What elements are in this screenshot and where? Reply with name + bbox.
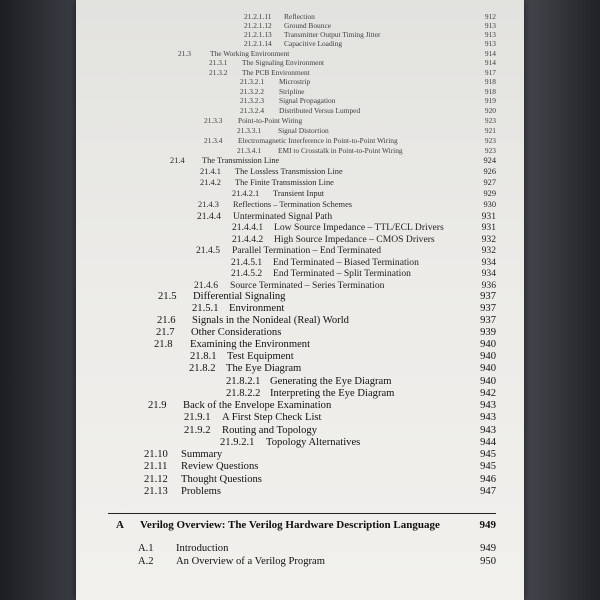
toc-entry-title: End Terminated – Biased Termination	[273, 257, 419, 268]
toc-entry-page: 945	[480, 449, 496, 460]
toc-entry-title: Signal Propagation	[279, 96, 336, 105]
toc-entry-title: End Terminated – Split Termination	[273, 268, 411, 279]
toc-entry-title: The Finite Transmission Line	[235, 178, 334, 187]
toc-entry	[76, 327, 524, 339]
toc-entry-page: 943	[480, 412, 496, 423]
toc-entry-title: Examining the Environment	[190, 339, 311, 350]
toc-entry-number: 21.10	[144, 449, 168, 460]
toc-entry-title: Low Source Impedance – TTL/ECL Drivers	[274, 222, 444, 233]
toc-entry-number: 21.12	[144, 474, 168, 485]
toc-entry-number: 21.3	[178, 49, 191, 58]
toc-entry	[76, 339, 524, 351]
book-page	[76, 0, 524, 600]
toc-entry-page: 944	[480, 437, 496, 448]
toc-entry-title: Distributed Versus Lumped	[279, 106, 361, 115]
appendix-heading	[76, 519, 524, 533]
toc-entry-title: High Source Impedance – CMOS Drivers	[274, 234, 435, 245]
toc-entry	[76, 222, 524, 234]
toc-entry-number: A.1	[138, 543, 154, 554]
toc-entry-number: A.2	[138, 556, 154, 567]
toc-entry-title: Signal Distortion	[278, 126, 329, 135]
toc-entry-page: 939	[480, 327, 496, 338]
toc-entry-number: 21.5	[158, 291, 177, 302]
toc-entry-title: The Lossless Transmission Line	[235, 167, 343, 176]
toc-entry-page: 947	[480, 486, 496, 497]
toc-entry-number: 21.3.2	[209, 68, 228, 77]
toc-entry-title: Stripline	[279, 87, 305, 96]
appendix-divider	[108, 513, 496, 514]
toc-entry	[76, 303, 524, 315]
toc-entry	[76, 315, 524, 327]
toc-entry-number: 21.3.3.1	[237, 126, 262, 135]
toc-entry-number: 21.3.2.2	[240, 87, 265, 96]
toc-entry-number: 21.7	[156, 327, 175, 338]
toc-entry-number: 21.6	[157, 315, 176, 326]
toc-entry-page: 914	[484, 58, 496, 67]
toc-entry-page: 918	[484, 87, 496, 96]
toc-entry-title: Introduction	[176, 543, 229, 554]
toc-entry	[76, 449, 524, 461]
toc-entry-page: 913	[484, 39, 496, 48]
toc-entry-page: 927	[483, 178, 496, 187]
toc-entry-title: Electromagnetic Interference in Point-to-Point Wiring	[238, 136, 398, 145]
toc-entry-number: 21.3.2.1	[240, 77, 265, 86]
toc-entry-title: Environment	[229, 303, 285, 314]
toc-entry-page: 913	[484, 21, 496, 30]
toc-entry-number: 21.9	[148, 400, 167, 411]
toc-entry-page: 940	[480, 363, 496, 374]
toc-entry	[76, 388, 524, 400]
toc-entry-number: 21.3.3	[204, 116, 223, 125]
toc-entry-page: 934	[481, 268, 496, 279]
toc-entry-number: 21.8.2.2	[226, 388, 261, 399]
toc-entry	[76, 543, 524, 555]
toc-entry-title: An Overview of a Verilog Program	[176, 556, 325, 567]
toc-entry	[76, 363, 524, 375]
toc-entry-title: A First Step Check List	[222, 412, 322, 423]
toc-entry-number: 21.8.1	[190, 351, 217, 362]
toc-entry-page: 936	[481, 280, 496, 291]
background-left	[0, 0, 76, 600]
toc-entry-title: Differential Signaling	[193, 291, 286, 302]
toc-entry-number: 21.4	[170, 156, 185, 165]
background-right	[524, 0, 600, 600]
toc-entry-number: 21.2.1.11	[244, 12, 272, 21]
toc-entry-number: 21.4.4.1	[232, 222, 264, 233]
toc-entry-number: 21.9.2.1	[220, 437, 255, 448]
toc-entry-title: Ground Bounce	[284, 21, 332, 30]
toc-entry	[76, 291, 524, 303]
toc-entry-number: 21.4.3	[198, 200, 219, 209]
toc-entry-page: 949	[480, 543, 496, 554]
toc-entry-page: 912	[484, 12, 496, 21]
toc-entry-number: 21.3.1	[209, 58, 228, 67]
toc-entry-page: 940	[480, 376, 496, 387]
toc-entry-number: 21.4.5	[196, 245, 220, 256]
toc-entry-title: Unterminated Signal Path	[233, 211, 333, 222]
toc-entry-page: 943	[480, 400, 496, 411]
toc-entry-number: 21.4.4.2	[232, 234, 264, 245]
toc-entry-page: 942	[480, 388, 496, 399]
toc-entry-title: Thought Questions	[181, 474, 262, 485]
toc-entry-number: 21.4.1	[200, 167, 221, 176]
toc-entry-title: Problems	[181, 486, 222, 497]
toc-entry-number: 21.2.1.12	[244, 21, 272, 30]
toc-entry-number: 21.3.2.3	[240, 96, 265, 105]
toc-entry-page: 919	[484, 96, 496, 105]
toc-entry	[76, 556, 524, 568]
toc-entry-page: 929	[483, 189, 496, 198]
toc-entry	[76, 268, 524, 280]
toc-entry-page: 914	[484, 49, 496, 58]
toc-entry-title: Capacitive Loading	[284, 39, 343, 48]
toc-entry	[76, 486, 524, 498]
toc-entry-title: Source Terminated – Series Termination	[230, 280, 385, 291]
toc-entry-title: Microstrip	[279, 77, 311, 86]
toc-entry-number: 21.4.4	[197, 211, 221, 222]
toc-entry-title: The Signaling Environment	[242, 58, 325, 67]
toc-entry-page: 931	[481, 222, 496, 233]
toc-entry-title: Test Equipment	[227, 351, 294, 362]
toc-entry-title: Transient Input	[273, 189, 325, 198]
toc-entry-number: 21.4.5.2	[231, 268, 263, 279]
toc-entry-number: 21.4.6	[194, 280, 218, 291]
toc-entry-number: 21.8	[154, 339, 173, 350]
toc-entry	[76, 351, 524, 363]
toc-entry-title: Summary	[181, 449, 223, 460]
toc-entry	[76, 461, 524, 473]
toc-entry-number: 21.4.5.1	[231, 257, 263, 268]
toc-entry-title: The PCB Environment	[242, 68, 310, 77]
toc-entry-page: 918	[484, 77, 496, 86]
toc-entry-number: 21.8.2.1	[226, 376, 261, 387]
toc-entry-title: The Eye Diagram	[226, 363, 302, 374]
appendix-title: Verilog Overview: The Verilog Hardware Description Language	[140, 519, 440, 531]
toc-entry-page: 931	[481, 211, 496, 222]
toc-entry-number: 21.4.2	[200, 178, 221, 187]
toc-entry-number: 21.9.2	[184, 425, 211, 436]
toc-entry-page: 923	[484, 146, 496, 155]
toc-entry-page: 940	[480, 351, 496, 362]
toc-entry-number: 21.3.4.1	[237, 146, 262, 155]
toc-entry-title: The Working Environment	[210, 49, 290, 58]
toc-entry-page: 934	[481, 257, 496, 268]
toc-entry	[76, 412, 524, 424]
toc-entry-title: Transmitter Output Timing Jitter	[284, 30, 381, 39]
toc-entry-page: 920	[484, 106, 496, 115]
toc-entry-page: 943	[480, 425, 496, 436]
toc-entry-title: Point-to-Point Wiring	[238, 116, 303, 125]
toc-entry-title: The Transmission Line	[202, 156, 280, 165]
toc-entry-page: 913	[484, 30, 496, 39]
appendix-letter: A	[116, 519, 124, 531]
toc-entry-number: 21.2.1.13	[244, 30, 272, 39]
toc-entry-page: 950	[480, 556, 496, 567]
toc-entry-page: 937	[480, 315, 496, 326]
toc-entry-number: 21.11	[144, 461, 168, 472]
toc-entry-page: 946	[480, 474, 496, 485]
toc-entry-title: EMI to Crosstalk in Point-to-Point Wiring	[278, 146, 403, 155]
toc-entry-number: 21.9.1	[184, 412, 211, 423]
toc-entry-page: 924	[483, 156, 496, 165]
toc-entry-number: 21.2.1.14	[244, 39, 272, 48]
toc-entry-title: Parallel Termination – End Terminated	[232, 245, 382, 256]
toc-entry-number: 21.8.2	[189, 363, 216, 374]
toc-entry-page: 937	[480, 291, 496, 302]
toc-entry-page: 926	[483, 167, 496, 176]
toc-entry-number: 21.5.1	[192, 303, 219, 314]
toc-entry-page: 923	[484, 116, 496, 125]
toc-entry-page: 917	[484, 68, 496, 77]
toc-entry	[76, 474, 524, 486]
toc-entry	[76, 400, 524, 412]
toc-entry-page: 937	[480, 303, 496, 314]
toc-entry-number: 21.3.4	[204, 136, 223, 145]
toc-entry-page: 921	[484, 126, 496, 135]
toc-entry-title: Signals in the Nonideal (Real) World	[192, 315, 349, 326]
toc-entry	[76, 245, 524, 257]
toc-entry-page: 932	[481, 234, 496, 245]
toc-entry-title: Interpreting the Eye Diagram	[270, 388, 395, 399]
toc-entry-title: Routing and Topology	[222, 425, 317, 436]
toc-entry-title: Review Questions	[181, 461, 259, 472]
toc-entry-title: Topology Alternatives	[266, 437, 361, 448]
toc-entry-page: 923	[484, 136, 496, 145]
toc-entry-page: 940	[480, 339, 496, 350]
toc-entry-title: Generating the Eye Diagram	[270, 376, 392, 387]
toc-entry	[76, 425, 524, 437]
toc-entry-title: Reflection	[284, 12, 315, 21]
toc-entry-title: Other Considerations	[191, 327, 282, 338]
toc-entry-number: 21.13	[144, 486, 168, 497]
toc-entry-page: 930	[483, 200, 496, 209]
toc-entry	[76, 437, 524, 449]
toc-entry-page: 945	[480, 461, 496, 472]
toc-entry-number: 21.4.2.1	[232, 189, 260, 198]
toc-entry-title: Back of the Envelope Examination	[183, 400, 332, 411]
toc-entry-title: Reflections – Termination Schemes	[233, 200, 353, 209]
toc-entry-number: 21.3.2.4	[240, 106, 265, 115]
toc-entry	[76, 376, 524, 388]
appendix-page: 949	[479, 519, 496, 531]
toc-entry-page: 932	[481, 245, 496, 256]
